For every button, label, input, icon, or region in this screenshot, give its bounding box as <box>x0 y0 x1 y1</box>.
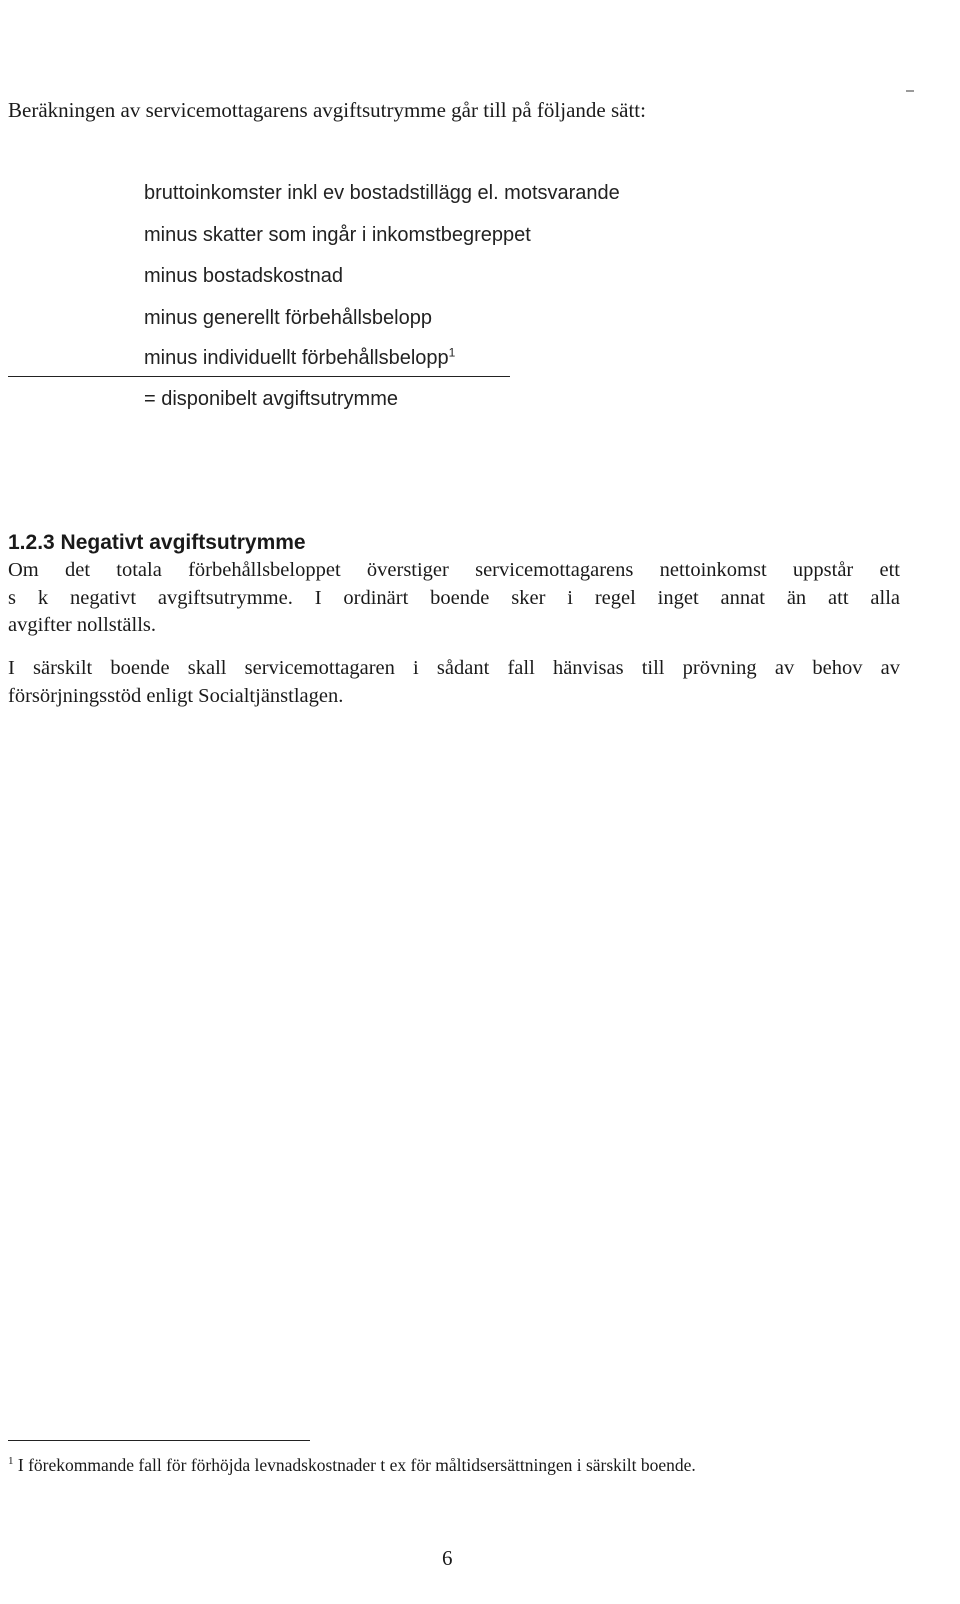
scan-speck <box>906 90 914 92</box>
footnote <box>8 1455 696 1476</box>
paragraph-1-line-3: avgifter nollställs. <box>8 614 157 636</box>
calc-line-housing-cost: minus bostadskostnad <box>144 265 344 287</box>
section-paragraph-2 <box>8 655 900 710</box>
paragraph-2-line-2: försörjningsstöd enligt Socialtjänstlagen. <box>8 684 344 707</box>
calc-line-taxes: minus skatter som ingår i inkomstbegreppet <box>144 224 531 246</box>
calc-result: = disponibelt avgiftsutrymme <box>144 388 399 410</box>
section-heading: 1.2.3 Negativt avgiftsutrymme <box>8 531 306 554</box>
calc-line-individual-allowance-text: minus individuellt förbehållsbelopp <box>144 347 449 369</box>
calc-line-individual-allowance <box>144 347 455 370</box>
footnote-marker: 1 <box>8 1455 14 1468</box>
footnote-separator <box>8 1440 310 1441</box>
footnote-text: I förekommande fall för förhöjda levnadskostnader t ex för måltidsersättningen i särskilt boende. <box>17 1455 696 1475</box>
calc-line-general-allowance: minus generellt förbehållsbelopp <box>144 307 432 329</box>
paragraph-2-line-1: I särskilt boende skall servicemottagaren i sådant fall hänvisas till prövning av behov av <box>8 657 900 679</box>
footnote-ref: 1 <box>448 345 456 360</box>
paragraph-1-line-2: s k negativt avgiftsutrymme. I ordinärt boende sker i regel inget annat än att alla <box>8 586 900 609</box>
intro-text: Beräkningen av servicemottagarens avgiftsutrymme går till på följande sätt: <box>8 98 646 122</box>
sum-rule <box>8 376 510 377</box>
section-paragraph-1 <box>8 557 900 640</box>
paragraph-1-line-1: Om det totala förbehållsbeloppet överstiger servicemottagarens nettoinkomst uppstår ett <box>8 559 900 581</box>
page-number: 6 <box>442 1546 453 1570</box>
calc-line-gross-income: bruttoinkomster inkl ev bostadstillägg el. motsvarande <box>144 182 620 204</box>
